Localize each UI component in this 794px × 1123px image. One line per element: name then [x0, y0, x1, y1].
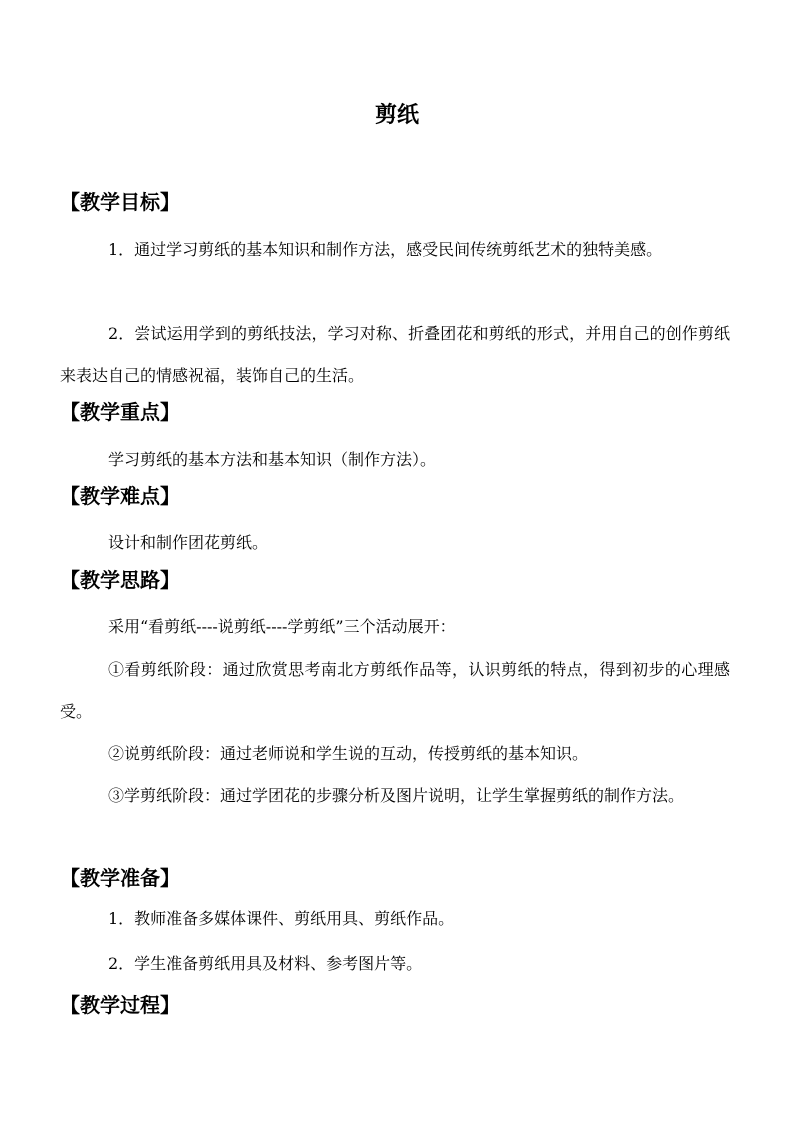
section-heading-key-points: 【教学重点】 — [60, 400, 180, 424]
preparation-item-2: 2．学生准备剪纸用具及材料、参考图片等。 — [108, 954, 423, 973]
section-heading-process: 【教学过程】 — [60, 993, 180, 1017]
preparation-item-1: 1．教师准备多媒体课件、剪纸用具、剪纸作品。 — [108, 909, 455, 928]
section-heading-approach: 【教学思路】 — [60, 568, 180, 592]
approach-item-4: ③学剪纸阶段：通过学团花的步骤分析及图片说明，让学生掌握剪纸的制作方法。 — [108, 786, 685, 805]
objective-item-1: 1．通过学习剪纸的基本知识和制作方法，感受民间传统剪纸艺术的独特美感。 — [108, 240, 663, 259]
objective-item-2: 2．尝试运用学到的剪纸技法，学习对称、折叠团花和剪纸的形式，并用自己的创作剪纸来表达自己的情感祝福，装饰自己的生活。 — [60, 324, 730, 385]
section-heading-difficulties: 【教学难点】 — [60, 484, 180, 508]
approach-item-2: ①看剪纸阶段：通过欣赏思考南北方剪纸作品等，认识剪纸的特点，得到初步的心理感受。 — [60, 660, 730, 721]
difficulty-item-1: 设计和制作团花剪纸。 — [108, 533, 269, 552]
key-point-item-1: 学习剪纸的基本方法和基本知识（制作方法）。 — [108, 450, 437, 469]
section-heading-objectives: 【教学目标】 — [60, 190, 180, 214]
approach-item-3: ②说剪纸阶段：通过老师说和学生说的互动，传授剪纸的基本知识。 — [108, 744, 589, 763]
document-title: 剪纸 — [374, 103, 419, 128]
approach-item-1: 采用“看剪纸----说剪纸----学剪纸”三个活动展开： — [108, 617, 456, 636]
section-heading-preparation: 【教学准备】 — [60, 866, 180, 890]
